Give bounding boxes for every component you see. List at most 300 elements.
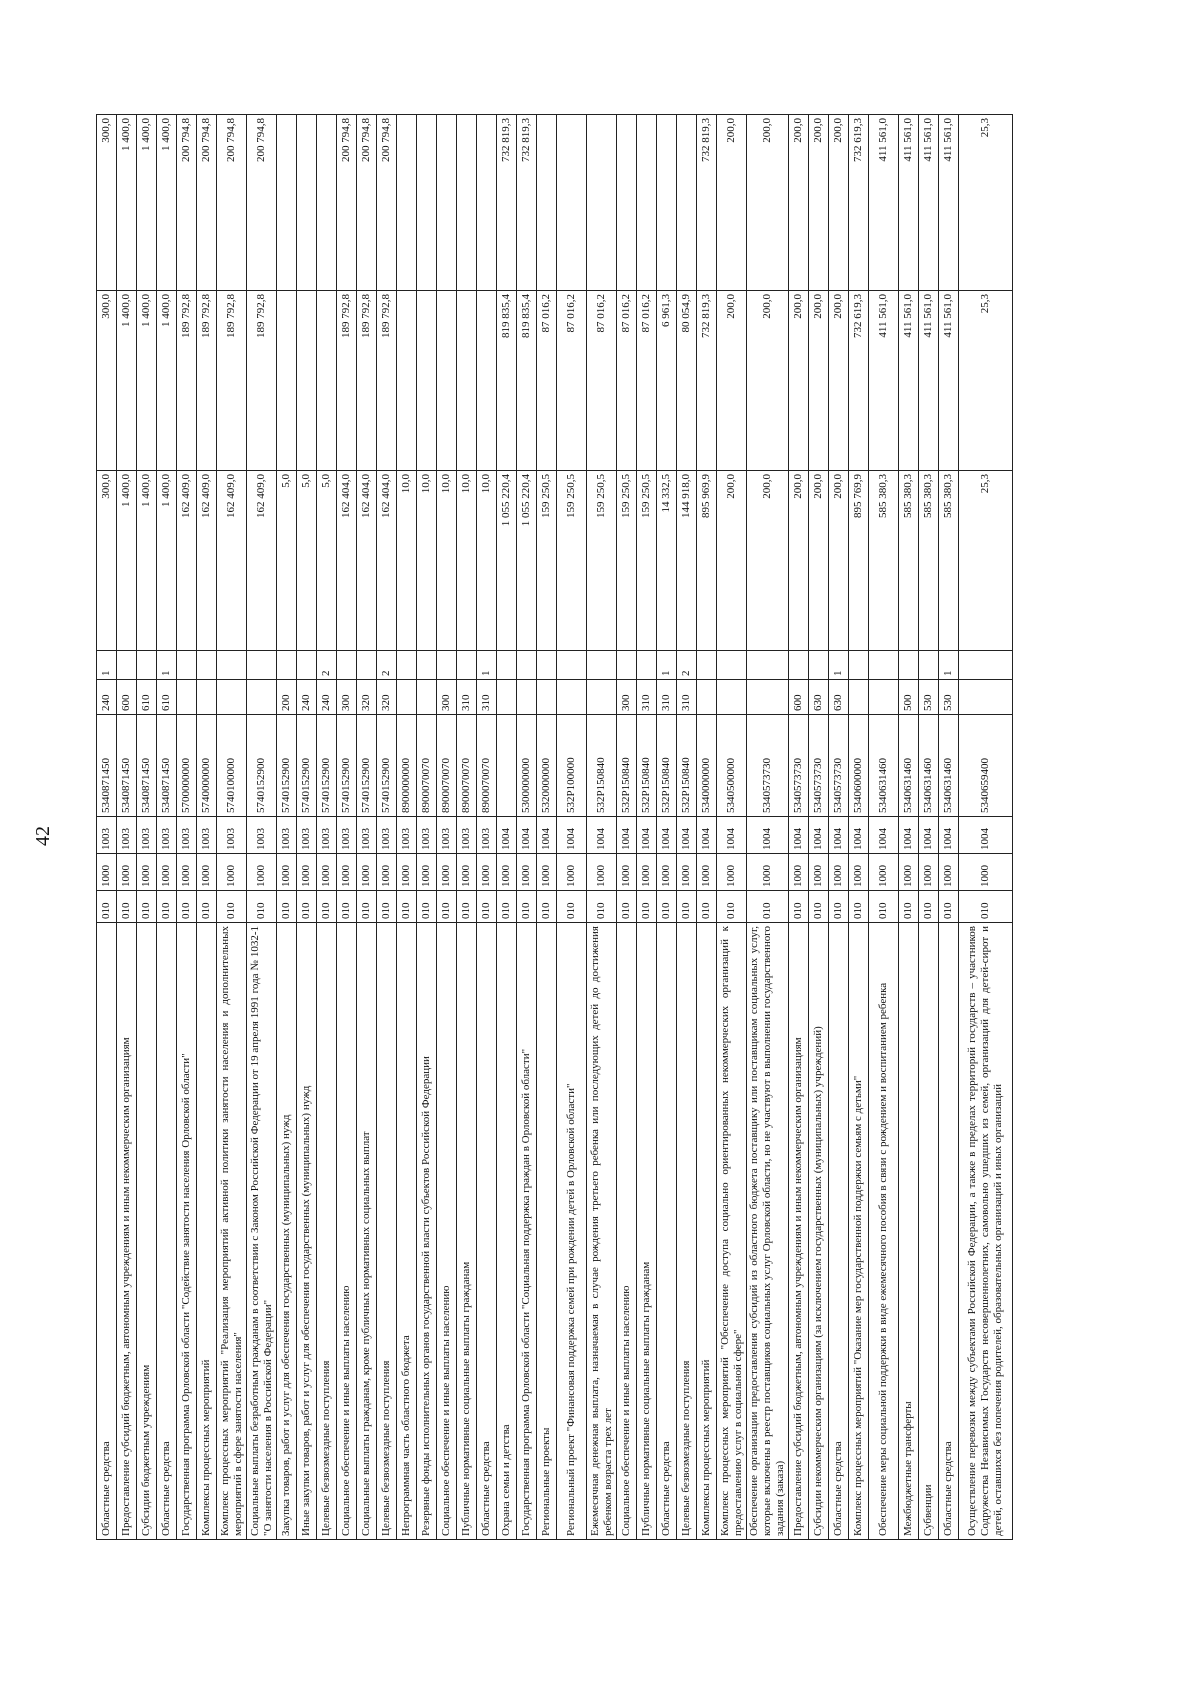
row-name-cell: Межбюджетные трансферты (899, 923, 919, 1540)
section-cell: 1000 (939, 854, 959, 891)
section-cell: 1000 (899, 854, 919, 891)
subsection-cell: 1004 (829, 817, 849, 854)
expense-type-cell: 600 (789, 680, 809, 715)
ministry-code-cell: 010 (217, 891, 247, 923)
funding-source-cell (517, 651, 537, 680)
subsection-cell: 1004 (919, 817, 939, 854)
section-cell: 1000 (357, 854, 377, 891)
table-row (437, 115, 457, 1540)
amount-year2-cell: 87 016,2 (637, 291, 657, 471)
amount-year3-cell (587, 115, 617, 291)
ministry-code-cell: 010 (297, 891, 317, 923)
amount-year2-cell: 6 961,3 (657, 291, 677, 471)
amount-year2-cell: 411 561,0 (919, 291, 939, 471)
amount-year1-cell: 200,0 (829, 471, 849, 651)
expense-type-cell (177, 680, 197, 715)
amount-year2-cell (437, 291, 457, 471)
ministry-code-cell: 010 (829, 891, 849, 923)
table-row (537, 115, 557, 1540)
table-row (397, 115, 417, 1540)
subsection-cell: 1003 (197, 817, 217, 854)
budget-table (96, 114, 1013, 1540)
table-row (919, 115, 939, 1540)
expense-type-cell (217, 680, 247, 715)
section-cell: 1000 (157, 854, 177, 891)
amount-year3-cell: 1 400,0 (157, 115, 177, 291)
target-article-cell: 5340871450 (97, 715, 117, 817)
expense-type-cell: 300 (337, 680, 357, 715)
table-row (677, 115, 697, 1540)
row-name-cell: Областные средства (939, 923, 959, 1540)
target-article-cell: 5300000000 (517, 715, 537, 817)
expense-type-cell: 530 (919, 680, 939, 715)
amount-year1-cell: 162 409,0 (217, 471, 247, 651)
expense-type-cell: 200 (277, 680, 297, 715)
amount-year1-cell: 5,0 (317, 471, 337, 651)
expense-type-cell: 240 (97, 680, 117, 715)
table-row (457, 115, 477, 1540)
table-row (617, 115, 637, 1540)
amount-year2-cell: 25,3 (959, 291, 1013, 471)
subsection-cell: 1003 (117, 817, 137, 854)
amount-year1-cell: 162 404,0 (377, 471, 397, 651)
target-article-cell: 5340573730 (829, 715, 849, 817)
amount-year3-cell: 411 561,0 (899, 115, 919, 291)
row-name-cell: Публичные нормативные социальные выплаты гражданам (637, 923, 657, 1540)
ministry-code-cell: 010 (117, 891, 137, 923)
subsection-cell: 1004 (587, 817, 617, 854)
amount-year1-cell: 585 380,3 (869, 471, 899, 651)
target-article-cell: 5740000000 (197, 715, 217, 817)
amount-year3-cell: 200,0 (809, 115, 829, 291)
amount-year1-cell: 895 969,9 (697, 471, 717, 651)
ministry-code-cell: 010 (457, 891, 477, 923)
target-article-cell: 8900070070 (477, 715, 497, 817)
subsection-cell: 1003 (377, 817, 397, 854)
funding-source-cell (849, 651, 869, 680)
section-cell: 1000 (747, 854, 789, 891)
funding-source-cell (217, 651, 247, 680)
amount-year2-cell: 87 016,2 (537, 291, 557, 471)
section-cell: 1000 (117, 854, 137, 891)
expense-type-cell (197, 680, 217, 715)
table-row (157, 115, 177, 1540)
row-name-cell: Публичные нормативные социальные выплаты гражданам (457, 923, 477, 1540)
row-name-cell: Субсидии бюджетным учреждениям (137, 923, 157, 1540)
target-article-cell: 5740152900 (357, 715, 377, 817)
row-name-cell: Предоставление субсидий бюджетным, автономным учреждениям и иным некоммерческим организациям (789, 923, 809, 1540)
expense-type-cell (959, 680, 1013, 715)
expense-type-cell (417, 680, 437, 715)
amount-year3-cell (617, 115, 637, 291)
subsection-cell: 1003 (277, 817, 297, 854)
section-cell: 1000 (317, 854, 337, 891)
expense-type-cell: 300 (437, 680, 457, 715)
target-article-cell (497, 715, 517, 817)
expense-type-cell (397, 680, 417, 715)
table-row (557, 115, 587, 1540)
expense-type-cell: 240 (317, 680, 337, 715)
funding-source-cell (717, 651, 747, 680)
subsection-cell: 1003 (397, 817, 417, 854)
budget-table-rotated (96, 115, 1004, 1540)
amount-year3-cell (677, 115, 697, 291)
row-name-cell: Региональные проекты (537, 923, 557, 1540)
ministry-code-cell: 010 (747, 891, 789, 923)
amount-year1-cell: 300,0 (97, 471, 117, 651)
expense-type-cell (747, 680, 789, 715)
row-name-cell: Областные средства (477, 923, 497, 1540)
section-cell: 1000 (397, 854, 417, 891)
table-row (217, 115, 247, 1540)
amount-year2-cell (477, 291, 497, 471)
row-name-cell: Ежемесячная денежная выплата, назначаемая в случае рождения третьего ребенка или последующих детей до достижения ребенком возраста трех лет (587, 923, 617, 1540)
row-name-cell: Комплекс процессных мероприятий "Оказание мер государственной поддержки семьям с детьми" (849, 923, 869, 1540)
subsection-cell: 1004 (697, 817, 717, 854)
amount-year1-cell: 200,0 (809, 471, 829, 651)
subsection-cell: 1004 (497, 817, 517, 854)
ministry-code-cell: 010 (337, 891, 357, 923)
row-name-cell: Осуществление перевозки между субъектами Российской Федерации, а также в пределах территорий государств – участников Содружества Независимых Государств несовершеннолетних, самовольно ушедших из семей, организаций для детей-сирот и детей, оставшихся без попечения родителей, образовательных организаций и иных организаций (959, 923, 1013, 1540)
amount-year2-cell: 411 561,0 (869, 291, 899, 471)
section-cell: 1000 (377, 854, 397, 891)
section-cell: 1000 (657, 854, 677, 891)
table-row (377, 115, 397, 1540)
ministry-code-cell: 010 (357, 891, 377, 923)
ministry-code-cell: 010 (247, 891, 277, 923)
table-body (97, 115, 1013, 1540)
table-row (939, 115, 959, 1540)
table-row (657, 115, 677, 1540)
subsection-cell: 1004 (617, 817, 637, 854)
row-name-cell: Субвенции (919, 923, 939, 1540)
section-cell: 1000 (497, 854, 517, 891)
amount-year2-cell: 87 016,2 (617, 291, 637, 471)
target-article-cell: 8900070070 (457, 715, 477, 817)
amount-year1-cell: 162 404,0 (337, 471, 357, 651)
funding-source-cell (457, 651, 477, 680)
subsection-cell: 1003 (317, 817, 337, 854)
subsection-cell: 1003 (357, 817, 377, 854)
table-row (177, 115, 197, 1540)
amount-year2-cell: 1 400,0 (117, 291, 137, 471)
subsection-cell: 1004 (677, 817, 697, 854)
amount-year1-cell: 162 409,0 (247, 471, 277, 651)
amount-year2-cell: 200,0 (789, 291, 809, 471)
amount-year3-cell (637, 115, 657, 291)
funding-source-cell (397, 651, 417, 680)
target-article-cell: 5340631460 (899, 715, 919, 817)
amount-year1-cell: 200,0 (717, 471, 747, 651)
amount-year3-cell (537, 115, 557, 291)
row-name-cell: Охрана семьи и детства (497, 923, 517, 1540)
section-cell: 1000 (297, 854, 317, 891)
row-name-cell: Областные средства (97, 923, 117, 1540)
funding-source-cell: 1 (97, 651, 117, 680)
amount-year1-cell: 5,0 (277, 471, 297, 651)
section-cell: 1000 (97, 854, 117, 891)
funding-source-cell (247, 651, 277, 680)
target-article-cell: 5340871450 (137, 715, 157, 817)
subsection-cell: 1004 (657, 817, 677, 854)
amount-year3-cell: 25,3 (959, 115, 1013, 291)
subsection-cell: 1003 (217, 817, 247, 854)
expense-type-cell: 310 (477, 680, 497, 715)
expense-type-cell: 310 (657, 680, 677, 715)
amount-year3-cell: 200,0 (829, 115, 849, 291)
amount-year2-cell: 189 792,8 (177, 291, 197, 471)
target-article-cell: 5740152900 (297, 715, 317, 817)
amount-year1-cell: 162 404,0 (357, 471, 377, 651)
amount-year3-cell (557, 115, 587, 291)
expense-type-cell: 630 (809, 680, 829, 715)
ministry-code-cell: 010 (959, 891, 1013, 923)
funding-source-cell (557, 651, 587, 680)
row-name-cell: Социальные выплаты безработным гражданам в соответствии с Законом Российской Федерации от 19 апреля 1991 года № 1032-1 "О занятости населения в Российской Федерации" (247, 923, 277, 1540)
subsection-cell: 1004 (517, 817, 537, 854)
funding-source-cell: 1 (939, 651, 959, 680)
ministry-code-cell: 010 (869, 891, 899, 923)
target-article-cell: 8900000000 (397, 715, 417, 817)
funding-source-cell (177, 651, 197, 680)
amount-year3-cell: 732 819,3 (497, 115, 517, 291)
section-cell: 1000 (829, 854, 849, 891)
section-cell: 1000 (557, 854, 587, 891)
target-article-cell: 532P150840 (617, 715, 637, 817)
section-cell: 1000 (457, 854, 477, 891)
ministry-code-cell: 010 (517, 891, 537, 923)
funding-source-cell (959, 651, 1013, 680)
table-row (197, 115, 217, 1540)
table-row (117, 115, 137, 1540)
subsection-cell: 1003 (477, 817, 497, 854)
funding-source-cell (337, 651, 357, 680)
ministry-code-cell: 010 (717, 891, 747, 923)
funding-source-cell: 2 (377, 651, 397, 680)
row-name-cell: Комплексы процессных мероприятий (697, 923, 717, 1540)
row-name-cell: Непрограммная часть областного бюджета (397, 923, 417, 1540)
ministry-code-cell: 010 (617, 891, 637, 923)
expense-type-cell: 630 (829, 680, 849, 715)
amount-year1-cell: 200,0 (789, 471, 809, 651)
section-cell: 1000 (517, 854, 537, 891)
row-name-cell: Иные закупки товаров, работ и услуг для обеспечения государственных (муниципальных) нужд (297, 923, 317, 1540)
ministry-code-cell: 010 (899, 891, 919, 923)
row-name-cell: Обеспечение меры социальной поддержки в виде ежемесячного пособия в связи с рождением и воспитанием ребенка (869, 923, 899, 1540)
amount-year2-cell: 189 792,8 (337, 291, 357, 471)
amount-year3-cell: 732 619,3 (849, 115, 869, 291)
amount-year2-cell (317, 291, 337, 471)
funding-source-cell: 1 (477, 651, 497, 680)
section-cell: 1000 (217, 854, 247, 891)
amount-year2-cell: 200,0 (809, 291, 829, 471)
subsection-cell: 1003 (417, 817, 437, 854)
amount-year1-cell: 10,0 (417, 471, 437, 651)
funding-source-cell (617, 651, 637, 680)
amount-year1-cell: 585 380,3 (899, 471, 919, 651)
table-row (497, 115, 517, 1540)
expense-type-cell (869, 680, 899, 715)
amount-year3-cell: 1 400,0 (137, 115, 157, 291)
subsection-cell: 1004 (717, 817, 747, 854)
section-cell: 1000 (477, 854, 497, 891)
amount-year2-cell (277, 291, 297, 471)
row-name-cell: Целевые безвозмездные поступления (317, 923, 337, 1540)
amount-year2-cell: 411 561,0 (899, 291, 919, 471)
subsection-cell: 1004 (747, 817, 789, 854)
section-cell: 1000 (437, 854, 457, 891)
amount-year1-cell: 159 250,5 (537, 471, 557, 651)
expense-type-cell: 610 (157, 680, 177, 715)
ministry-code-cell: 010 (809, 891, 829, 923)
table-row (477, 115, 497, 1540)
row-name-cell: Комплексы процессных мероприятий (197, 923, 217, 1540)
section-cell: 1000 (197, 854, 217, 891)
amount-year1-cell: 162 409,0 (177, 471, 197, 651)
expense-type-cell (557, 680, 587, 715)
subsection-cell: 1004 (809, 817, 829, 854)
expense-type-cell (587, 680, 617, 715)
amount-year2-cell: 1 400,0 (137, 291, 157, 471)
amount-year2-cell: 189 792,8 (247, 291, 277, 471)
expense-type-cell: 500 (899, 680, 919, 715)
row-name-cell: Государственная программа Орловской области "Социальная поддержка граждан в Орловской области" (517, 923, 537, 1540)
expense-type-cell: 300 (617, 680, 637, 715)
expense-type-cell (697, 680, 717, 715)
row-name-cell: Социальное обеспечение и иные выплаты населению (617, 923, 637, 1540)
section-cell: 1000 (337, 854, 357, 891)
funding-source-cell (197, 651, 217, 680)
amount-year3-cell: 200 794,8 (247, 115, 277, 291)
row-name-cell: Целевые безвозмездные поступления (377, 923, 397, 1540)
expense-type-cell: 310 (637, 680, 657, 715)
section-cell: 1000 (177, 854, 197, 891)
amount-year3-cell: 300,0 (97, 115, 117, 291)
amount-year3-cell: 732 819,3 (697, 115, 717, 291)
ministry-code-cell: 010 (849, 891, 869, 923)
amount-year2-cell (297, 291, 317, 471)
table-row (697, 115, 717, 1540)
amount-year2-cell (417, 291, 437, 471)
amount-year3-cell (437, 115, 457, 291)
target-article-cell: 5340871450 (117, 715, 137, 817)
section-cell: 1000 (959, 854, 1013, 891)
subsection-cell: 1003 (137, 817, 157, 854)
amount-year3-cell (657, 115, 677, 291)
ministry-code-cell: 010 (697, 891, 717, 923)
ministry-code-cell: 010 (177, 891, 197, 923)
table-row (789, 115, 809, 1540)
amount-year1-cell: 200,0 (747, 471, 789, 651)
section-cell: 1000 (537, 854, 557, 891)
row-name-cell: Комплекс процессных мероприятий "Реализация мероприятий активной политики занятости населения и дополнительных мероприятий в сфере занятости населения" (217, 923, 247, 1540)
table-row (587, 115, 617, 1540)
amount-year3-cell (297, 115, 317, 291)
amount-year1-cell: 159 250,5 (557, 471, 587, 651)
amount-year3-cell: 200 794,8 (177, 115, 197, 291)
subsection-cell: 1004 (537, 817, 557, 854)
section-cell: 1000 (869, 854, 899, 891)
funding-source-cell (587, 651, 617, 680)
ministry-code-cell: 010 (677, 891, 697, 923)
ministry-code-cell: 010 (477, 891, 497, 923)
amount-year3-cell: 732 819,3 (517, 115, 537, 291)
amount-year2-cell: 200,0 (747, 291, 789, 471)
amount-year2-cell: 80 054,9 (677, 291, 697, 471)
target-article-cell: 5340573730 (747, 715, 789, 817)
ministry-code-cell: 010 (919, 891, 939, 923)
amount-year1-cell: 10,0 (457, 471, 477, 651)
subsection-cell: 1004 (849, 817, 869, 854)
amount-year1-cell: 162 409,0 (197, 471, 217, 651)
target-article-cell: 5700000000 (177, 715, 197, 817)
expense-type-cell (717, 680, 747, 715)
subsection-cell: 1004 (557, 817, 587, 854)
amount-year2-cell: 189 792,8 (357, 291, 377, 471)
amount-year1-cell: 5,0 (297, 471, 317, 651)
expense-type-cell: 600 (117, 680, 137, 715)
target-article-cell: 5320000000 (537, 715, 557, 817)
ministry-code-cell: 010 (497, 891, 517, 923)
row-name-cell: Предоставление субсидий бюджетным, автономным учреждениям и иным некоммерческим организациям (117, 923, 137, 1540)
target-article-cell: 532P150840 (657, 715, 677, 817)
target-article-cell: 5740152900 (317, 715, 337, 817)
target-article-cell: 532P150840 (637, 715, 657, 817)
amount-year1-cell: 10,0 (477, 471, 497, 651)
funding-source-cell (417, 651, 437, 680)
row-name-cell: Резервные фонды исполнительных органов государственной власти субъектов Российской Федерации (417, 923, 437, 1540)
row-name-cell: Областные средства (657, 923, 677, 1540)
amount-year1-cell: 585 380,3 (919, 471, 939, 651)
table-row (337, 115, 357, 1540)
row-name-cell: Областные средства (829, 923, 849, 1540)
section-cell: 1000 (587, 854, 617, 891)
table-row (849, 115, 869, 1540)
target-article-cell: 8900070070 (417, 715, 437, 817)
amount-year3-cell: 200 794,8 (217, 115, 247, 291)
row-name-cell: Социальное обеспечение и иные выплаты населению (337, 923, 357, 1540)
funding-source-cell: 1 (157, 651, 177, 680)
amount-year2-cell (397, 291, 417, 471)
subsection-cell: 1004 (869, 817, 899, 854)
funding-source-cell: 1 (829, 651, 849, 680)
amount-year1-cell: 1 055 220,4 (517, 471, 537, 651)
expense-type-cell (537, 680, 557, 715)
amount-year2-cell: 189 792,8 (217, 291, 247, 471)
table-row (959, 115, 1013, 1540)
ministry-code-cell: 010 (97, 891, 117, 923)
subsection-cell: 1004 (959, 817, 1013, 854)
ministry-code-cell: 010 (377, 891, 397, 923)
amount-year1-cell: 159 250,5 (637, 471, 657, 651)
section-cell: 1000 (637, 854, 657, 891)
amount-year1-cell: 1 400,0 (137, 471, 157, 651)
amount-year3-cell (477, 115, 497, 291)
ministry-code-cell: 010 (637, 891, 657, 923)
target-article-cell: 5340573730 (789, 715, 809, 817)
ministry-code-cell: 010 (197, 891, 217, 923)
expense-type-cell: 320 (357, 680, 377, 715)
table-row (747, 115, 789, 1540)
amount-year1-cell: 10,0 (437, 471, 457, 651)
subsection-cell: 1003 (297, 817, 317, 854)
row-name-cell: Субсидии некоммерческим организациям (за исключением государственных (муниципальных) учреждений) (809, 923, 829, 1540)
funding-source-cell (697, 651, 717, 680)
target-article-cell: 532P100000 (557, 715, 587, 817)
expense-type-cell: 320 (377, 680, 397, 715)
funding-source-cell (497, 651, 517, 680)
section-cell: 1000 (697, 854, 717, 891)
